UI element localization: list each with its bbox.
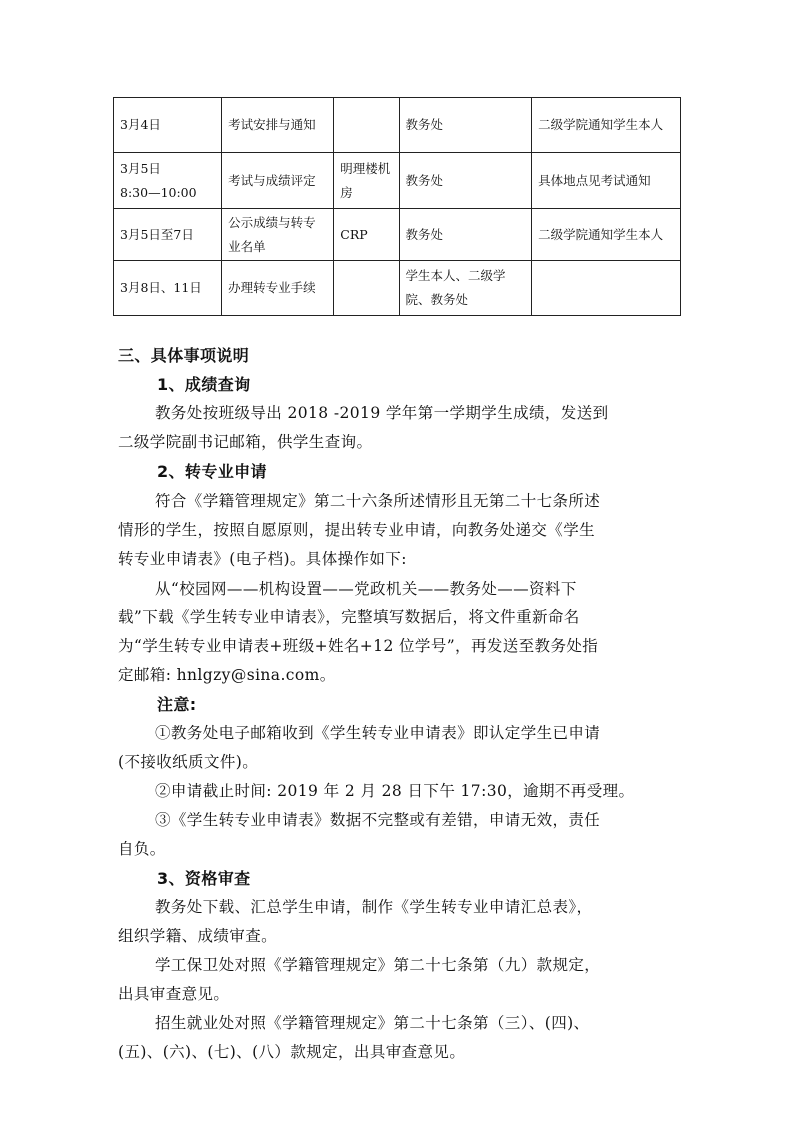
paragraph-line: ①教务处电子邮箱收到《学生转专业申请表》即认定学生已申请 bbox=[155, 724, 601, 742]
paragraph-line: 教务处按班级导出 2018 -2019 学年第一学期学生成绩，发送到 bbox=[155, 404, 609, 422]
item-cell: 考试与成绩评定 bbox=[222, 153, 334, 209]
note-cell: 具体地点见考试通知 bbox=[532, 153, 681, 209]
dept-cell: 教务处 bbox=[399, 98, 532, 153]
date-cell: 3月5日至7日 bbox=[114, 209, 222, 261]
paragraph-line: 自负。 bbox=[118, 840, 166, 858]
date-cell: 3月4日 bbox=[114, 98, 222, 153]
subsection-heading: 2、转专业申请 bbox=[157, 462, 267, 481]
paragraph-line: 教务处下载、汇总学生申请，制作《学生转专业申请汇总表》， bbox=[155, 898, 593, 916]
paragraph-line: 学工保卫处对照《学籍管理规定》第二十七条第（九）款规定， bbox=[155, 956, 601, 974]
schedule-table bbox=[113, 97, 681, 316]
paragraph-line: 情形的学生，按照自愿原则，提出转专业申请，向教务处递交《学生 bbox=[118, 521, 596, 539]
note-cell: 二级学院通知学生本人 bbox=[532, 98, 681, 153]
date-cell: 3月5日 8:30—10:00 bbox=[114, 153, 222, 209]
place-cell bbox=[334, 98, 399, 153]
paragraph-line: ③《学生转专业申请表》数据不完整或有差错，申请无效，责任 bbox=[155, 811, 601, 829]
paragraph-line: 出具审查意见。 bbox=[118, 985, 230, 1003]
dept-cell: 教务处 bbox=[399, 153, 532, 209]
table-row bbox=[114, 209, 681, 261]
item-cell: 考试安排与通知 bbox=[222, 98, 334, 153]
place-cell: CRP bbox=[334, 209, 399, 261]
paragraph-line: ②申请截止时间: 2019 年 2 月 28 日下午 17:30，逾期不再受理。 bbox=[155, 782, 635, 800]
dept-cell: 教务处 bbox=[399, 209, 532, 261]
place-cell: 明理楼机房 bbox=[334, 153, 399, 209]
paragraph-line: 从“校园网——机构设置——党政机关——教务处——资料下 bbox=[155, 580, 577, 598]
paragraph-line: 转专业申请表》(电子档)。具体操作如下: bbox=[118, 550, 407, 568]
paragraph-line: 组织学籍、成绩审查。 bbox=[118, 927, 278, 945]
paragraph-line: 二级学院副书记邮箱，供学生查询。 bbox=[118, 433, 373, 451]
paragraph-line: 招生就业处对照《学籍管理规定》第二十七条第（三）、(四)、 bbox=[155, 1014, 590, 1032]
paragraph-line: 符合《学籍管理规定》第二十六条所述情形且无第二十七条所述 bbox=[155, 492, 601, 510]
note-cell: 二级学院通知学生本人 bbox=[532, 209, 681, 261]
table-row bbox=[114, 261, 681, 316]
item-cell: 办理转专业手续 bbox=[222, 261, 334, 316]
paragraph-line: (不接收纸质文件)。 bbox=[118, 753, 259, 771]
note-heading: 注意: bbox=[157, 695, 197, 714]
dept-cell: 学生本人、二级学院、教务处 bbox=[399, 261, 532, 316]
subsection-heading: 3、资格审查 bbox=[157, 869, 251, 888]
place-cell bbox=[334, 261, 399, 316]
date-cell: 3月8日、11日 bbox=[114, 261, 222, 316]
paragraph-line: 定邮箱: hnlgzy@sina.com。 bbox=[118, 666, 336, 684]
table-row bbox=[114, 98, 681, 153]
paragraph-line: (五)、(六)、(七)、(八）款规定，出具审查意见。 bbox=[118, 1043, 466, 1061]
table-row bbox=[114, 153, 681, 209]
paragraph-line: 载”下载《学生转专业申请表》，完整填写数据后，将文件重新命名 bbox=[118, 608, 580, 626]
item-cell: 公示成绩与转专业名单 bbox=[222, 209, 334, 261]
section-heading: 三、具体事项说明 bbox=[118, 346, 250, 365]
paragraph-line: 为“学生转专业申请表+班级+姓名+12 位学号”，再发送至教务处指 bbox=[118, 637, 599, 655]
subsection-heading: 1、成绩查询 bbox=[157, 375, 251, 394]
note-cell bbox=[532, 261, 681, 316]
